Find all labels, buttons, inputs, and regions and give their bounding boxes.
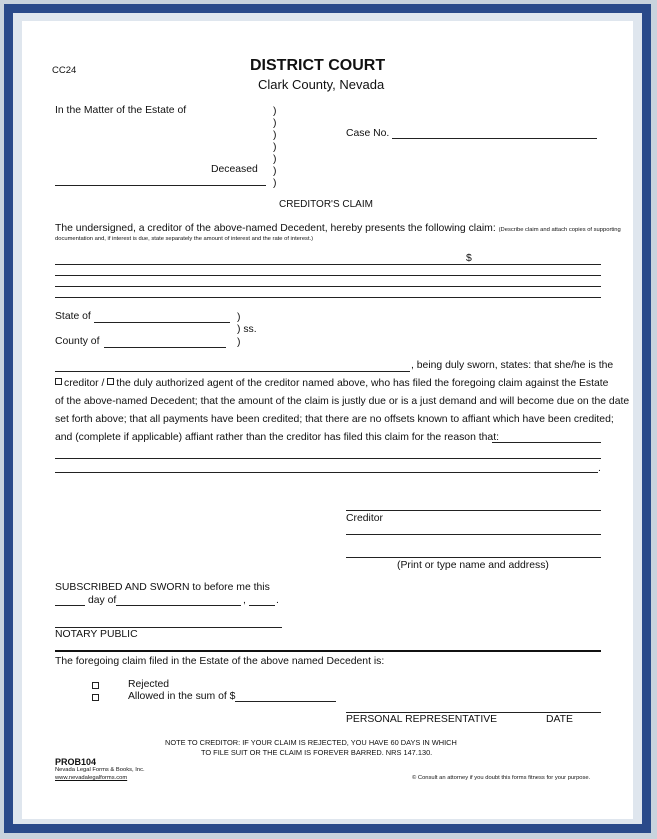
personal-rep-signature-line[interactable]: [346, 712, 601, 713]
state-of-label: State of: [55, 311, 91, 322]
date-label: DATE: [546, 714, 573, 725]
form-page: [22, 21, 633, 819]
allowed-amount-line[interactable]: [235, 701, 336, 702]
caption-paren: ): [273, 130, 277, 141]
allowed-label: Allowed in the sum of $: [128, 691, 236, 702]
publisher-website[interactable]: www.nevadalegalforms.com: [55, 775, 128, 781]
day-of-label: day of: [88, 595, 117, 606]
personal-rep-label: PERSONAL REPRESENTATIVE: [346, 714, 498, 725]
year-line[interactable]: [249, 605, 275, 606]
sworn-text: , being duly sworn, states: that she/he is the: [411, 360, 614, 371]
rejected-label: Rejected: [128, 679, 170, 690]
creditor-note-line-1: NOTE TO CREDITOR: IF YOUR CLAIM IS REJECTED, YOU HAVE 60 DAYS IN WHICH: [165, 738, 457, 747]
claim-line-2[interactable]: [55, 275, 601, 276]
form-code: CC24: [52, 65, 77, 76]
claim-title: CREDITOR'S CLAIM: [279, 199, 373, 210]
state-line[interactable]: [94, 322, 230, 323]
estate-name-line[interactable]: [55, 185, 266, 186]
creditor-address-line-2[interactable]: [346, 557, 601, 558]
deceased-label: Deceased: [211, 164, 258, 175]
rejected-checkbox[interactable]: [92, 682, 99, 689]
day-line[interactable]: [55, 605, 85, 606]
affidavit-line-2: of the above-named Decedent; that the amount of the claim is justly due or is a just demand and will become due on the date: [55, 396, 630, 407]
year-period: .: [276, 595, 279, 606]
caption-paren: ): [273, 118, 277, 129]
claim-line-4[interactable]: [55, 297, 601, 298]
creditor-checkbox[interactable]: [55, 378, 62, 385]
foregoing-text: The foregoing claim filed in the Estate of the above named Decedent is:: [55, 656, 385, 667]
publisher-name: Nevada Legal Forms & Books, Inc.: [55, 767, 145, 773]
venue-paren: ): [237, 312, 241, 323]
reason-period: .: [598, 463, 601, 474]
matter-label: In the Matter of the Estate of: [55, 105, 187, 116]
agent-option: the duly authorized agent of the creditor named above, who has filed the foregoing claim against the Estate: [116, 378, 609, 389]
claim-intro-note: (Describe claim and attach copies of supporting: [498, 227, 621, 233]
reason-line-1[interactable]: [492, 442, 601, 443]
case-no-line[interactable]: [392, 138, 597, 139]
caption-paren: ): [273, 166, 277, 177]
claim-line-3[interactable]: [55, 286, 601, 287]
creditor-label: Creditor: [346, 513, 383, 524]
county-of-label: County of: [55, 336, 100, 347]
prob-code: PROB104: [55, 757, 97, 767]
affidavit-line-3: set forth above; that all payments have been credited; that there are no offsets known to affiant which have been credited;: [55, 414, 614, 425]
date-comma: ,: [243, 595, 246, 606]
reason-line-3[interactable]: [55, 472, 598, 473]
claim-intro-note-2: documentation and, if interest is due, state separately the amount of interest and the rate of interest.): [55, 236, 314, 242]
reason-line-2[interactable]: [55, 458, 601, 459]
creditor-address-line-1[interactable]: [346, 534, 601, 535]
ss-label: ) ss.: [237, 324, 257, 335]
consult-notice: © Consult an attorney if you doubt this forms fitness for your purpose.: [412, 775, 591, 781]
section-divider: [55, 650, 601, 652]
caption-paren: ): [273, 106, 277, 117]
affiant-name-line[interactable]: [55, 371, 410, 372]
month-line[interactable]: [116, 605, 241, 606]
caption-paren: ): [273, 178, 277, 189]
notary-signature-line[interactable]: [55, 627, 282, 628]
court-title: DISTRICT COURT: [250, 57, 386, 74]
affidavit-line-4: and (complete if applicable) affiant rather than the creditor has filed this claim for the reason that:: [55, 432, 499, 443]
claim-intro-text: The undersigned, a creditor of the above-named Decedent, hereby presents the following claim:: [55, 223, 496, 234]
caption-paren: ): [273, 142, 277, 153]
allowed-checkbox[interactable]: [92, 694, 99, 701]
creditor-signature-line[interactable]: [346, 510, 601, 511]
print-name-label: (Print or type name and address): [397, 560, 549, 571]
agent-checkbox[interactable]: [107, 378, 114, 385]
court-county: Clark County, Nevada: [258, 77, 385, 92]
affidavit-line-1: [55, 378, 608, 390]
county-line[interactable]: [104, 347, 226, 348]
claim-intro: [55, 223, 621, 235]
creditor-note-line-2: TO FILE SUIT OR THE CLAIM IS FOREVER BARRED. NRS 147.130.: [201, 748, 433, 757]
subscribed-text: SUBSCRIBED AND SWORN to before me this: [55, 582, 270, 593]
case-no-label: Case No.: [346, 128, 390, 139]
notary-label: NOTARY PUBLIC: [55, 629, 138, 640]
claim-line-1[interactable]: [55, 264, 601, 265]
creditor-option: creditor /: [64, 378, 105, 389]
dollar-sign: $: [466, 253, 472, 264]
caption-paren: ): [273, 154, 277, 165]
venue-paren: ): [237, 337, 241, 348]
